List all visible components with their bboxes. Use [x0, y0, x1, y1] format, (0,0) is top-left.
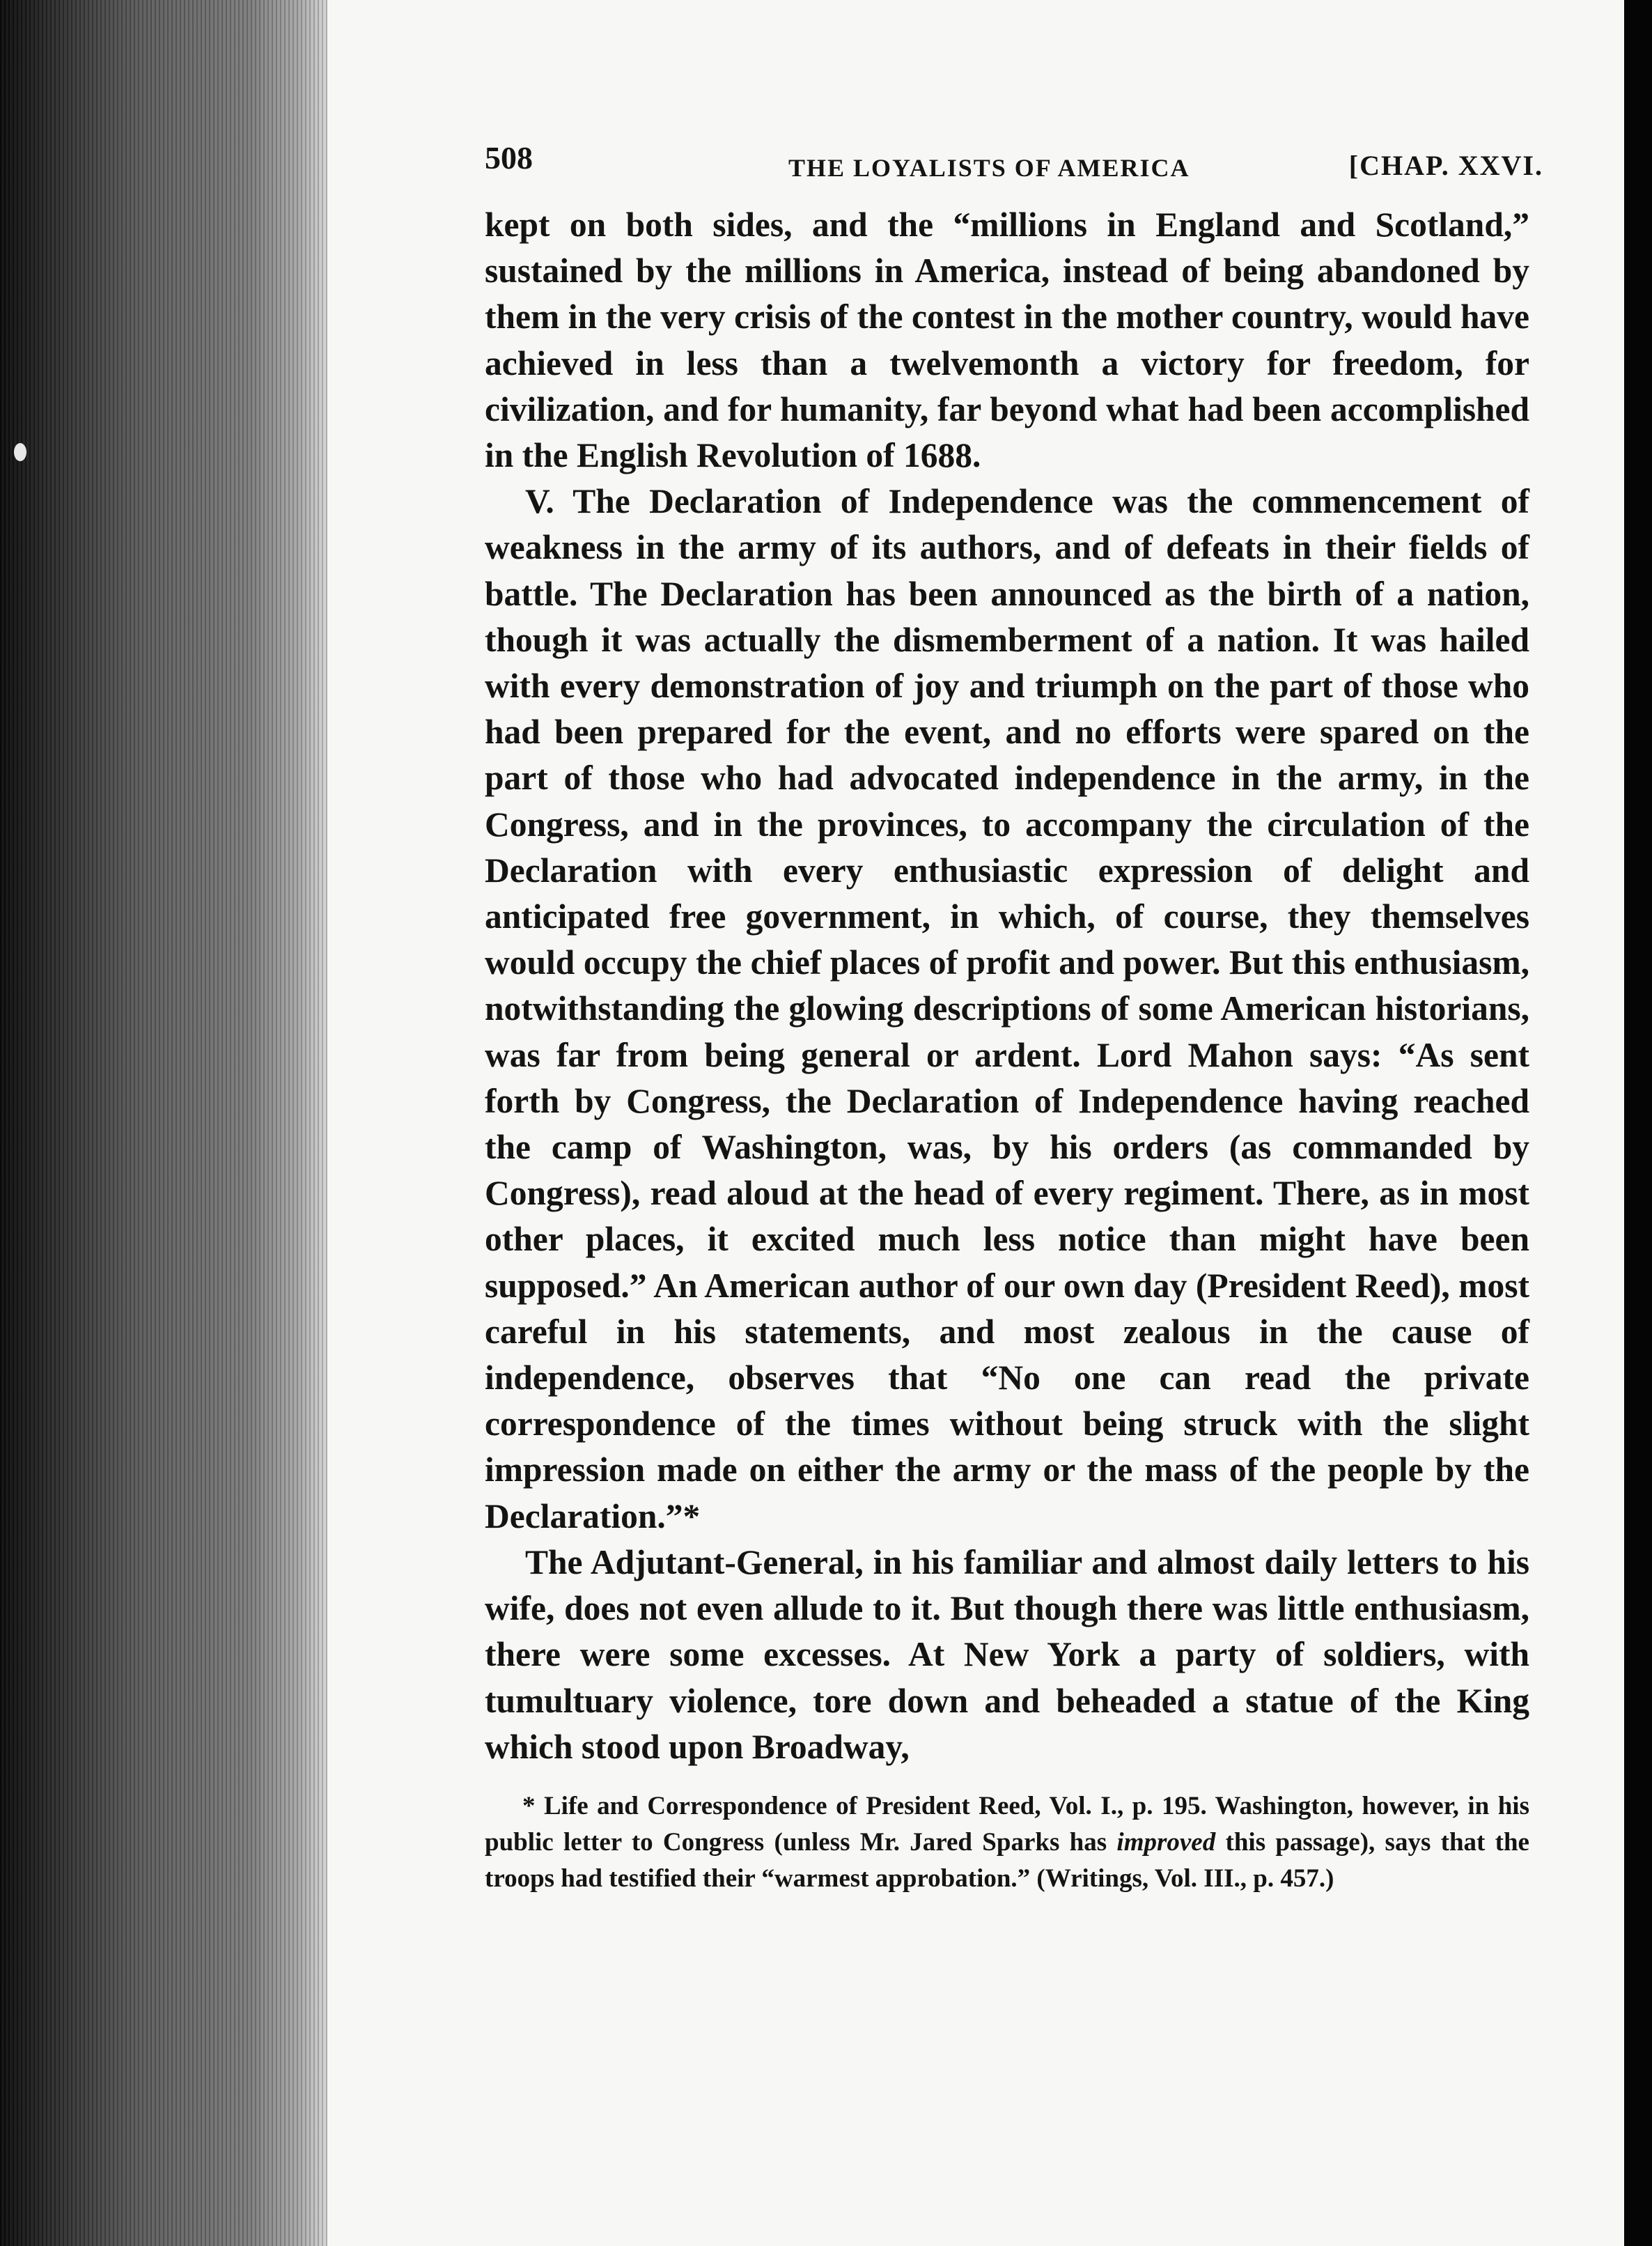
footnote-italic: improved [1116, 1827, 1216, 1857]
footnote-part-2: this passage), says that the troops had testified their “warmest approbation.” (Writings, Vol. III., p. 457.) [485, 1827, 1529, 1893]
page [327, 0, 1624, 2246]
running-head [485, 125, 1543, 202]
footnote-part-1: * Life and Correspondence of President Reed, Vol. I., p. 195. Washington, however, in his public letter to Congress (unless Mr. Jared Sparks has [485, 1791, 1529, 1857]
book-fore-edge [0, 0, 327, 2246]
footnote [485, 1788, 1529, 1897]
chapter-reference: [CHAP. XXVI. [1348, 150, 1543, 181]
footnote-text [485, 1788, 1529, 1897]
scan-artifact [14, 443, 26, 461]
scan-right-edge [1624, 0, 1652, 2246]
text-block [485, 125, 1543, 1897]
body-paragraph-1: kept on both sides, and the “millions in England and Scotland,” sustained by the millions in America, instead of being abandoned by them in the very crisis of the contest in the mother country, would have achieved in less than a twelvemonth a victory for freedom, for civilization, and for humanity, far beyond what had been accomplished in the English Revolution of 1688. [485, 206, 1529, 475]
body-paragraph-2: V. The Declaration of Independence was the commencement of weakness in the army of its authors, and of defeats in their fields of battle. The Declaration has been announced as the birth of a nation, though it was actually the dismemberment of a nation. It was hailed with every demonstration of joy and triumph on the part of those who had been prepared for the event, and no efforts were spared on the part of those who had advocated independence in the army, in the Congress, and in the provinces, to accompany the circulation of the Declaration with every enthusiastic expression of delight and anticipated free government, in which, of course, they themselves would occupy the chief places of profit and power. But this enthusiasm, notwithstanding the glowing descriptions of some American historians, was far from being general or ardent. Lord Mahon says: “As sent forth by Congress, the Declaration of Independence having reached the camp of Washington, was, by his orders (as commanded by Congress), read aloud at the head of every regiment. There, as in most other places, it excited much less notice than might have been supposed.” An American author of our own day (President Reed), most careful in his statements, and most zealous in the cause of independence, observes that “No one can read the private correspondence of the times without being struck with the slight impression made on either the army or the mass of the people by the Declaration.”* [485, 482, 1529, 1535]
page-number: 508 [485, 140, 533, 176]
running-title: THE LOYALISTS OF AMERICA [788, 154, 1190, 182]
body-paragraph-3: The Adjutant-General, in his familiar and almost daily letters to his wife, does not even allude to it. But though there was little enthusiasm, there were some excesses. At New York a party of soldiers, with tumultuary violence, tore down and beheaded a statue of the King which stood upon Broadway, [485, 1542, 1529, 1766]
